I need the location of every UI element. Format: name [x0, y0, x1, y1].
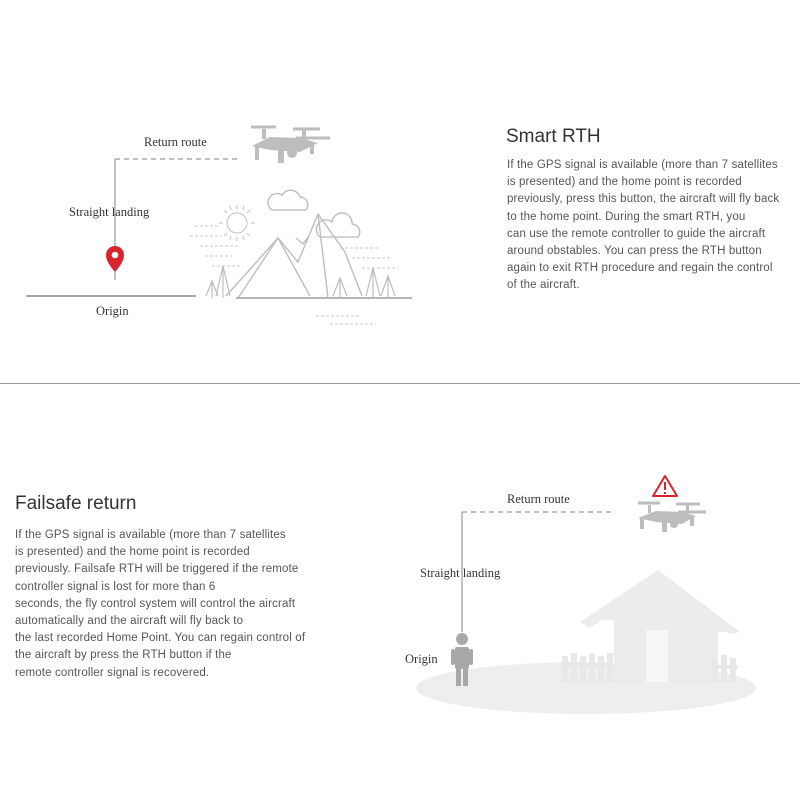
section-divider [0, 383, 800, 384]
cloud-icon [268, 190, 360, 237]
trees [206, 266, 395, 298]
drone-icon [638, 503, 706, 532]
smart-rth-illustration [0, 0, 470, 340]
drone-icon [251, 127, 330, 163]
failsafe-illustration [400, 460, 790, 720]
sun-icon [219, 205, 255, 241]
origin-label: Origin [96, 304, 129, 318]
return-route-label: Return route [144, 135, 207, 149]
warning-triangle-icon [653, 476, 677, 496]
failsafe-return-title: Failsafe return [15, 493, 137, 514]
straight-landing-label: Straight landing [420, 566, 501, 580]
map-pin-icon [106, 246, 124, 272]
return-route-label: Return route [507, 492, 570, 506]
smart-rth-description: If the GPS signal is available (more than 7 satellites is presented) and the home point is recorded previously, press this button, the aircraft will fly back to the home point. During the smart RTH, you can use the remote controller to guide the aircraft around obstables. You can press the RTH button again to exit RTH procedure and regain the control of the aircraft. [507, 159, 780, 292]
straight-landing-label: Straight landing [69, 205, 150, 219]
failsafe-return-description: If the GPS signal is available (more than 7 satellites is presented) and the home point is recorded previously. Failsafe RTH will be triggered if the remote controller signal is lost for more than 6 seconds, the fly control system will control the aircraft automatically and the aircraft will fly back to the last recorded Home Point. You can regain control of the aircraft by press the RTH button if the remote controller signal is recovered. [15, 529, 306, 679]
smart-rth-title: Smart RTH [506, 126, 601, 147]
origin-label: Origin [405, 652, 438, 666]
